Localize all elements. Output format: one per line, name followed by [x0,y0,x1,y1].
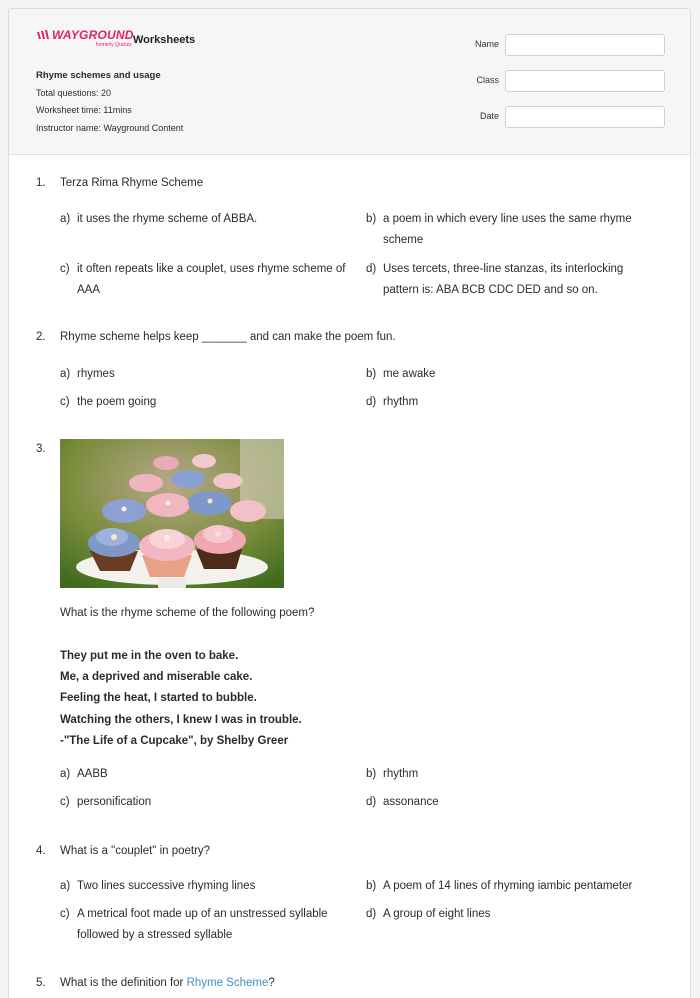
name-label: Name [474,39,499,49]
total-questions: Total questions: 20 [36,87,112,98]
date-label: Date [479,111,499,121]
poem-line: Me, a deprived and miserable cake. [60,671,253,684]
q1-option-c[interactable]: c) it often repeats like a couplet, uses rhyme scheme of AAA [60,263,346,296]
logo-subtitle: formerly Quizizz [95,42,132,48]
poem-line: Feeling the heat, I started to bubble. [60,692,257,705]
cupcakes-illustration [60,439,284,588]
date-input[interactable] [505,106,665,128]
date-field [465,106,665,128]
question-text: What is the rhyme scheme of the following poem? [60,607,315,619]
question-text: Rhyme scheme helps keep _______ and can make the poem fun. [60,331,396,343]
q1-option-d[interactable]: d) Uses tercets, three-line stanzas, its interlocking pattern is: ABA BCB CDC DED and so on. [366,263,624,296]
worksheet-meta [36,67,183,137]
poem [60,646,302,752]
logo-mark-icon [36,30,50,40]
wayground-logo [36,29,134,48]
poem-line: Watching the others, I knew I was in trouble. [60,713,302,726]
question-number: 5. [36,977,46,989]
logo-text: WAYGROUND [52,28,134,42]
poem-line: They put me in the oven to bake. [60,650,239,662]
name-field [465,34,665,56]
cupcakes-image [60,439,284,588]
worksheet-page: WAYGROUND formerly Quizizz Worksheets Rhyme schemes and usage Total questions: 20 Worksheet time: 11mins Instructor name: Wayground Content Name Class Date 1. Terza Rima Rhyme Scheme a) it uses the rhyme scheme of ABBA. b) a poem in which every line uses the same rhyme scheme c) it often repeats like a couplet, uses rhyme scheme of AAA d) Uses tercets, three-line stanzas, its interlocking pattern is: ABA BCB CDC DED and so on. 2. Rhyme scheme helps keep _______ and can make the poem fun. a) rhymes b) me awake c) the poem going d) rhythm 3. What is the rhyme scheme of the following poem? They put me in the oven to bake. Me, a deprived and miserable cake. Feeling the heat, I started to bubble. Watching the others, I knew I was in trouble. -"The Life of a Cupcake", by Shelby Greer a) AABB b) rhythm c) personification d) assonance 4. What is a "couplet" in poetry? a) Two lines successive rhyming lines b) A poem of 14 lines of rhyming iambic pentameter c) A metrical foot made up of an unstressed syllable followed by a stressed syllable d) A group of eight lines 5. What is the definition for Rhyme Scheme? [8,8,691,998]
brand-title: Worksheets [133,34,196,46]
rhyme-scheme-link[interactable]: Rhyme Scheme [186,977,269,989]
worksheet-header [9,9,690,155]
question-text: Terza Rima Rhyme Scheme [60,177,204,189]
class-input[interactable] [505,70,665,92]
class-field [465,70,665,92]
name-input[interactable] [505,34,665,56]
question-text: What is the definition for Rhyme Scheme? [60,977,275,989]
class-label: Class [476,75,499,85]
question-number: 1. [36,177,46,189]
worksheet-title: Rhyme schemes and usage [36,70,161,81]
q1-option-b[interactable]: b) a poem in which every line uses the same rhyme scheme [366,213,632,246]
question-number: 4. [36,845,46,857]
worksheet-time: Worksheet time: 11mins [36,105,132,115]
question-number: 3. [36,443,46,455]
poem-attribution: -"The Life of a Cupcake", by Shelby Greer [60,734,289,747]
q4-option-c[interactable]: c) A metrical foot made up of an unstressed syllable followed by a stressed syllable [60,908,328,941]
question-number: 2. [36,331,46,343]
instructor-name: Instructor name: Wayground Content [36,122,184,133]
question-text: What is a "couplet" in poetry? [60,845,211,857]
